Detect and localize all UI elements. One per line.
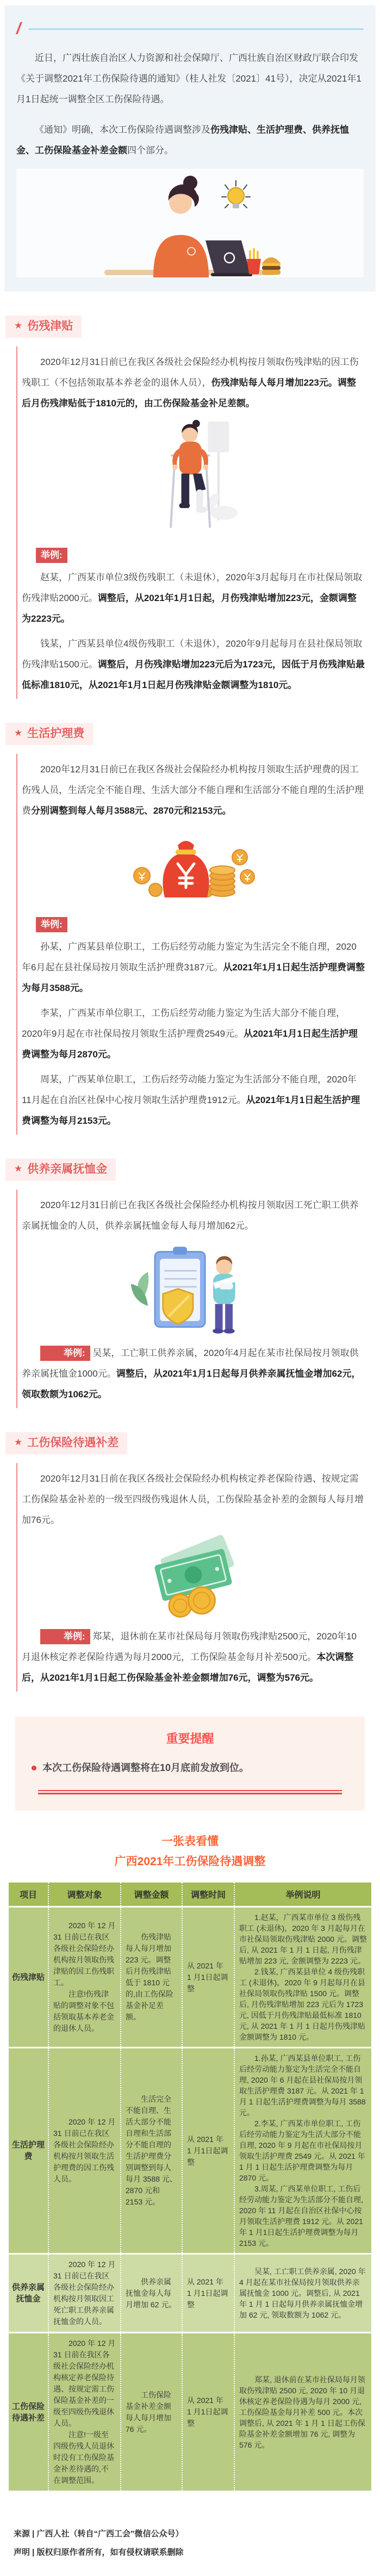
- cell-paragraph: 伤残津贴每人每月增加 223 元。调整后月伤残津贴低于 1810 元的,由工伤保险基金补足差额。: [126, 1933, 173, 2021]
- illustration-clipboard-shield-person: [22, 1241, 365, 1339]
- cell-paragraph: 从 2021 年 1 月1日起调整: [187, 2396, 228, 2428]
- example-badge: 举例:: [36, 548, 67, 563]
- example-paragraph: [22, 1069, 365, 1131]
- example-bold: 调整后，月伤残津贴增加223元后为1723元，因低于月伤残津贴最低标准1810元，从2021年1月1日起月伤残津贴金额调整为1810元。: [22, 659, 365, 690]
- cell-paragraph: 2020 年 12 月 31 日前已在我区各级社会保险经办机构按月领取生活护理费的因工伤残人员。: [53, 2117, 116, 2183]
- cell-paragraph: 注意!一级至四级伤残人员退休时没有工伤保险基金补差待遇的,不在调整范围。: [53, 2430, 114, 2485]
- section-nursing-fee: [0, 699, 380, 1135]
- cell-item: 生活护理费: [9, 2048, 48, 2254]
- paragraph-normal: 2020年12月31日前已在我区各级社会保险经办机构按月领取伤残津贴的因工伤残职工（不包括领取基本养老金的退休人员），: [22, 357, 359, 388]
- example-normal: 郑某，退休前在某市社保局每月领取伤残津贴2500元，2020年10月退休核定养老保险待遇为每月2000元，工伤保险基金每月补差500元。: [22, 1631, 357, 1662]
- cell-target: [48, 2254, 121, 2333]
- table-title: [0, 1831, 380, 1872]
- benefits-summary-table: [9, 1883, 371, 2492]
- table-row: [9, 1907, 371, 2048]
- cell-amount: [121, 2048, 182, 2254]
- cell-time: [182, 2254, 234, 2333]
- section-block: [16, 1463, 365, 1692]
- cell-target: [48, 2333, 121, 2492]
- cell-example: [234, 2254, 371, 2333]
- example-normal: 周某，广西某单位职工，工伤后经劳动能力鉴定为生活部分不能自理，2020年11月起在自治区社保中心按月领取生活护理费1912元。: [22, 1074, 357, 1105]
- example-paragraph: [22, 937, 365, 999]
- illustration-worker-laptop: [16, 169, 364, 277]
- example-badge-row: [36, 548, 365, 563]
- cell-paragraph: 2020 年 12 月 31 日前已在我区各级社会保险经办机构按月领取因工死亡职工供养亲属抚恤金的人员。: [53, 2260, 116, 2326]
- paragraph-bold: 分别调整到每人每月3588元、2870元和2153元。: [31, 806, 232, 816]
- table-title-line1: 一张表看懂: [161, 1835, 219, 1848]
- cell-item: 工伤保险待遇补差: [9, 2333, 48, 2492]
- intro-divider-row: [16, 20, 364, 38]
- reminder-bullet-text: 本次工伤保险待遇调整将在10月底前发放到位。: [42, 1762, 250, 1773]
- example-paragraph: [22, 634, 365, 696]
- example-normal: 钱某，广西某县单位4级伤残职工（未退休），2020年9月起每月在县社保局领取伤残津贴1500元。: [22, 639, 363, 670]
- cell-paragraph: 从 2021 年 1 月1日起调整: [187, 1961, 228, 1993]
- section-disability-allowance: [0, 292, 380, 699]
- illustration-banknote-coins: [22, 1535, 365, 1622]
- cell-paragraph: 生活完全不能自理、生活大部分不能自理和生活部分不能自理的生活护理费分别调整到每人每月 3588 元、2870 元和 2153 元。: [126, 2095, 177, 2206]
- cell-example: [234, 2333, 371, 2492]
- cell-paragraph: 吴某, 工亡职工供养亲属, 2020 年 4 月起在某市社保局按月领取供养亲属抚恤金 1000 元。调整后, 从 2021 年 1 月 1 日起每月供养亲属抚恤金增加 62 元, 领取数额为 1062 元。: [239, 2267, 366, 2319]
- paragraph-normal: 2020年12月31日前已在我区各级社会保险经办机构按月领取生活护理费的因工伤残人员，生活完全不能自理、生活大部分不能自理和生活部分不能自理的生活护理费: [22, 764, 364, 816]
- header-example: 举例说明: [234, 1883, 371, 1907]
- red-slash-icon: /: [16, 20, 21, 38]
- section-paragraph: 2020年12月31日前在我区各级社会保险经办机构核定养老保险待遇、按规定需工伤保险基金补差的一级至四级伤残退休人员，工伤保险基金补差的金额每人每月增加76元。: [22, 1473, 364, 1525]
- intro-p2-bold: 伤残津贴、生活护理费、供养抚恤金、工伤保险基金补差金额: [16, 125, 349, 156]
- table-header-row: [9, 1883, 371, 1907]
- section-paragraph: [22, 759, 365, 821]
- bullet-dot-icon: [32, 1766, 36, 1770]
- cell-paragraph: 3.周某, 广西某单位职工, 工伤后经劳动能力鉴定为生活部分不能自理, 2020 年 11 月起在自治区社保中心按月领取生活护理费 1912 元。从 2021 年 1 月1日起生活护理费调整为每月 2153 元。: [239, 2184, 363, 2247]
- cell-paragraph: 郑某, 退休前在某市社保局每月领取伤残津贴 2500 元, 2020 年 10 月退休核定养老保险待遇为每月 2000 元, 工伤保险基金每月补差 500 元。本次调整后, 从 2021 年 1 月 1 日起工伤保险基金补差金额增加 76 元, 调整为 576 元。: [239, 2375, 365, 2449]
- table-row: [9, 2254, 371, 2333]
- cell-paragraph: 从 2021 年 1 月1日起调整: [187, 2134, 228, 2166]
- example-bold: 本次调整后，从2021年1月1日起工伤保险基金补差金额增加76元，调整为576元。: [22, 1652, 354, 1683]
- star-icon: ★: [14, 1437, 23, 1447]
- double-divider: [38, 1790, 342, 1794]
- intro-p2-normal: 《通知》明确，本次工伤保险待遇调整涉及: [35, 125, 210, 135]
- example-badge: 举例:: [36, 917, 67, 932]
- section-heading: [5, 1432, 127, 1454]
- reminder-panel: [15, 1717, 365, 1811]
- footer-source: 来源 | 广西人社（转自“广西工会”微信公众号）: [14, 2529, 184, 2538]
- example-paragraph: [22, 567, 365, 629]
- article-footer: [14, 2525, 380, 2562]
- example-badge: 举例:: [40, 1346, 90, 1361]
- cell-paragraph: 2020 年 12 月 31 日前在我区各级社会保险经办机构核定养老保险待遇、按规定需工伤保险基金补差的一级至四级伤残退休人员。: [53, 2339, 116, 2428]
- reminder-bullet-row: [32, 1761, 348, 1775]
- reminder-title: 重要提醒: [166, 1732, 214, 1745]
- table-row: [9, 2048, 371, 2254]
- star-icon: ★: [14, 320, 23, 331]
- section-title: 供养亲属抚恤金: [27, 1163, 108, 1175]
- cell-time: [182, 1907, 234, 2048]
- example-badge: 举例:: [40, 1629, 90, 1644]
- cell-paragraph: 2.李某, 广西某市单位职工, 工伤后经劳动能力鉴定为生活大部分不能自理, 2020 年 9 月起在市社保局按月领取生活护理费 2549 元。从 2021 年 1 月 1 日起生活护理费调整为每月 2870 元。: [239, 2119, 365, 2182]
- header-time: 调整时间: [182, 1883, 234, 1907]
- section-heading: [5, 315, 82, 338]
- cell-amount: [121, 2254, 182, 2333]
- example-paragraph: [22, 1343, 365, 1405]
- intro-p2-tail: 四个部分。: [127, 145, 173, 156]
- example-normal: 李某，广西某市单位职工，工伤后经劳动能力鉴定为生活大部分不能自理，2020年9月起在市社保局按月领取生活护理费2549元。: [22, 1008, 345, 1039]
- cell-paragraph: 1.赵某，广西某市单位 3 级伤残职工 (未退休)，2020 年 3 月起每月在市社保局领取伤残津贴 2000 元。调整后, 从 2021 年 1 月 1 日起, 月伤残津贴增加 223 元, 金额调整为 2223 元。: [239, 1913, 367, 1965]
- intro-panel: [4, 5, 376, 292]
- star-icon: ★: [14, 728, 23, 738]
- example-paragraph: [22, 1626, 365, 1688]
- intro-paragraph-2: [16, 120, 364, 161]
- header-amount: 调整金额: [121, 1883, 182, 1907]
- example-bold: 调整后，从2021年1月1日起，月伤残津贴增加223元，金额调整为2223元。: [22, 593, 357, 624]
- paragraph-bold: 伤残津贴每人每月增加223元。调整后月伤残津贴低于1810元的，由工伤保险基金补足差额。: [22, 377, 356, 408]
- section-benefit-gap: [0, 1408, 380, 1692]
- blue-divider-line: [28, 28, 364, 30]
- section-paragraph: [22, 352, 365, 414]
- cell-amount: [121, 2333, 182, 2492]
- table-row: [9, 2333, 371, 2492]
- section-paragraph: 2020年12月31日前已在我区各级社会保险经办机构按月领取因工死亡职工供养亲属抚恤金的人员，供养亲属抚恤金每人每月增加62元。: [22, 1200, 359, 1231]
- cell-paragraph: 从 2021 年 1 月1日起调整: [187, 2277, 228, 2309]
- table-title-line2: 广西2021年工伤保险待遇调整: [114, 1855, 266, 1868]
- header-item: 项目: [9, 1883, 48, 1907]
- example-badge-row: [36, 917, 365, 932]
- cell-paragraph: 1.孙某, 广西某县单位职工, 工伤后经劳动能力鉴定为生活完全不能自理, 2020 年 6 月起在县社保局按月领取生活护理费 3187 元。从 2021 年 1 月 1 日起生活护理费调整为每月 3588 元。: [239, 2054, 366, 2117]
- example-normal: 赵某，广西某市单位3级伤残职工（未退休），2020年3月起每月在市社保局领取伤残津贴2000元。: [22, 572, 363, 603]
- section-block: [16, 346, 365, 699]
- star-icon: ★: [14, 1163, 23, 1174]
- section-heading: [5, 723, 93, 745]
- section-title: 伤残津贴: [27, 320, 73, 332]
- section-dependent-pension: [0, 1135, 380, 1408]
- cell-item: 供养亲属抚恤金: [9, 2254, 48, 2333]
- cell-example: [234, 2048, 371, 2254]
- cell-paragraph: 供养亲属抚恤金每人每月增加 62 元。: [126, 2277, 177, 2309]
- header-target: 调整对象: [48, 1883, 121, 1907]
- example-bold: 调整后，从2021年1月1日起每月供养亲属抚恤金增加62元，领取数额为1062元。: [22, 1369, 361, 1400]
- cell-example: [234, 1907, 371, 2048]
- example-bold: 从2021年1月1日起生活护理费调整为每月2870元。: [22, 1029, 358, 1060]
- cell-target: [48, 1907, 121, 2048]
- section-heading: [5, 1159, 116, 1181]
- intro-paragraph-1: 近日，广西壮族自治区人力资源和社会保障厅、广西壮族自治区财政厅联合印发《关于调整2021年工伤保险待遇的通知》（桂人社发〔2021〕41号），决定从2021年1月1日起统一调整全区工伤保险待遇。: [16, 53, 362, 104]
- cell-time: [182, 2048, 234, 2254]
- section-title: 生活护理费: [27, 727, 85, 740]
- cell-item: 伤残津贴: [9, 1907, 48, 2048]
- section-title: 工伤保险待遇补差: [27, 1436, 119, 1449]
- cell-paragraph: 2020 年 12 月 31 日前已在我区各级社会保险经办机构按月领取伤残津贴的因工伤残职工。: [53, 1921, 116, 1987]
- example-paragraph: [22, 1003, 365, 1065]
- illustration-crutches-person: [22, 418, 365, 532]
- section-block: [16, 754, 365, 1135]
- cell-paragraph: 2.钱某, 广西某县单位 4 级伤残职工 (未退休)，2020 年 9 月起每月在县社保局领取伤残津贴 1500 元。调整后, 月伤残津贴增加 223 元后为 1723 元, 因低于月伤残津贴最低标准 1810 元, 从 2021 年 1 月 1 日起月伤残津贴金额调整为 1810 元。: [239, 1967, 365, 2041]
- cell-paragraph: 注意!伤残津贴的调整对象不包括领取基本养老金的退休人员。: [53, 1990, 114, 2033]
- section-block: [16, 1190, 365, 1408]
- example-bold: 从2021年1月1日起生活护理费调整为每月3588元。: [22, 962, 365, 993]
- illustration-money-bag: [22, 826, 365, 902]
- cell-amount: [121, 1907, 182, 2048]
- example-normal: 吴某，工亡职工供养亲属，2020年4月起在某市社保局按月领取供养亲属抚恤金1000元。: [22, 1348, 359, 1379]
- cell-target: [48, 2048, 121, 2254]
- cell-paragraph: 工伤保险基金补差金额每人每月增加 76 元。: [126, 2390, 171, 2433]
- footer-disclaimer: 声明 | 版权归原作者所有，如有侵权请联系删除: [14, 2548, 184, 2557]
- cell-time: [182, 2333, 234, 2492]
- example-bold: 从2021年1月1日起生活护理费调整为每月2153元。: [22, 1095, 360, 1126]
- example-normal: 孙某，广西某县单位职工，工伤后经劳动能力鉴定为生活完全不能自理，2020年6月起在县社保局按月领取生活护理费3187元。: [22, 942, 357, 973]
